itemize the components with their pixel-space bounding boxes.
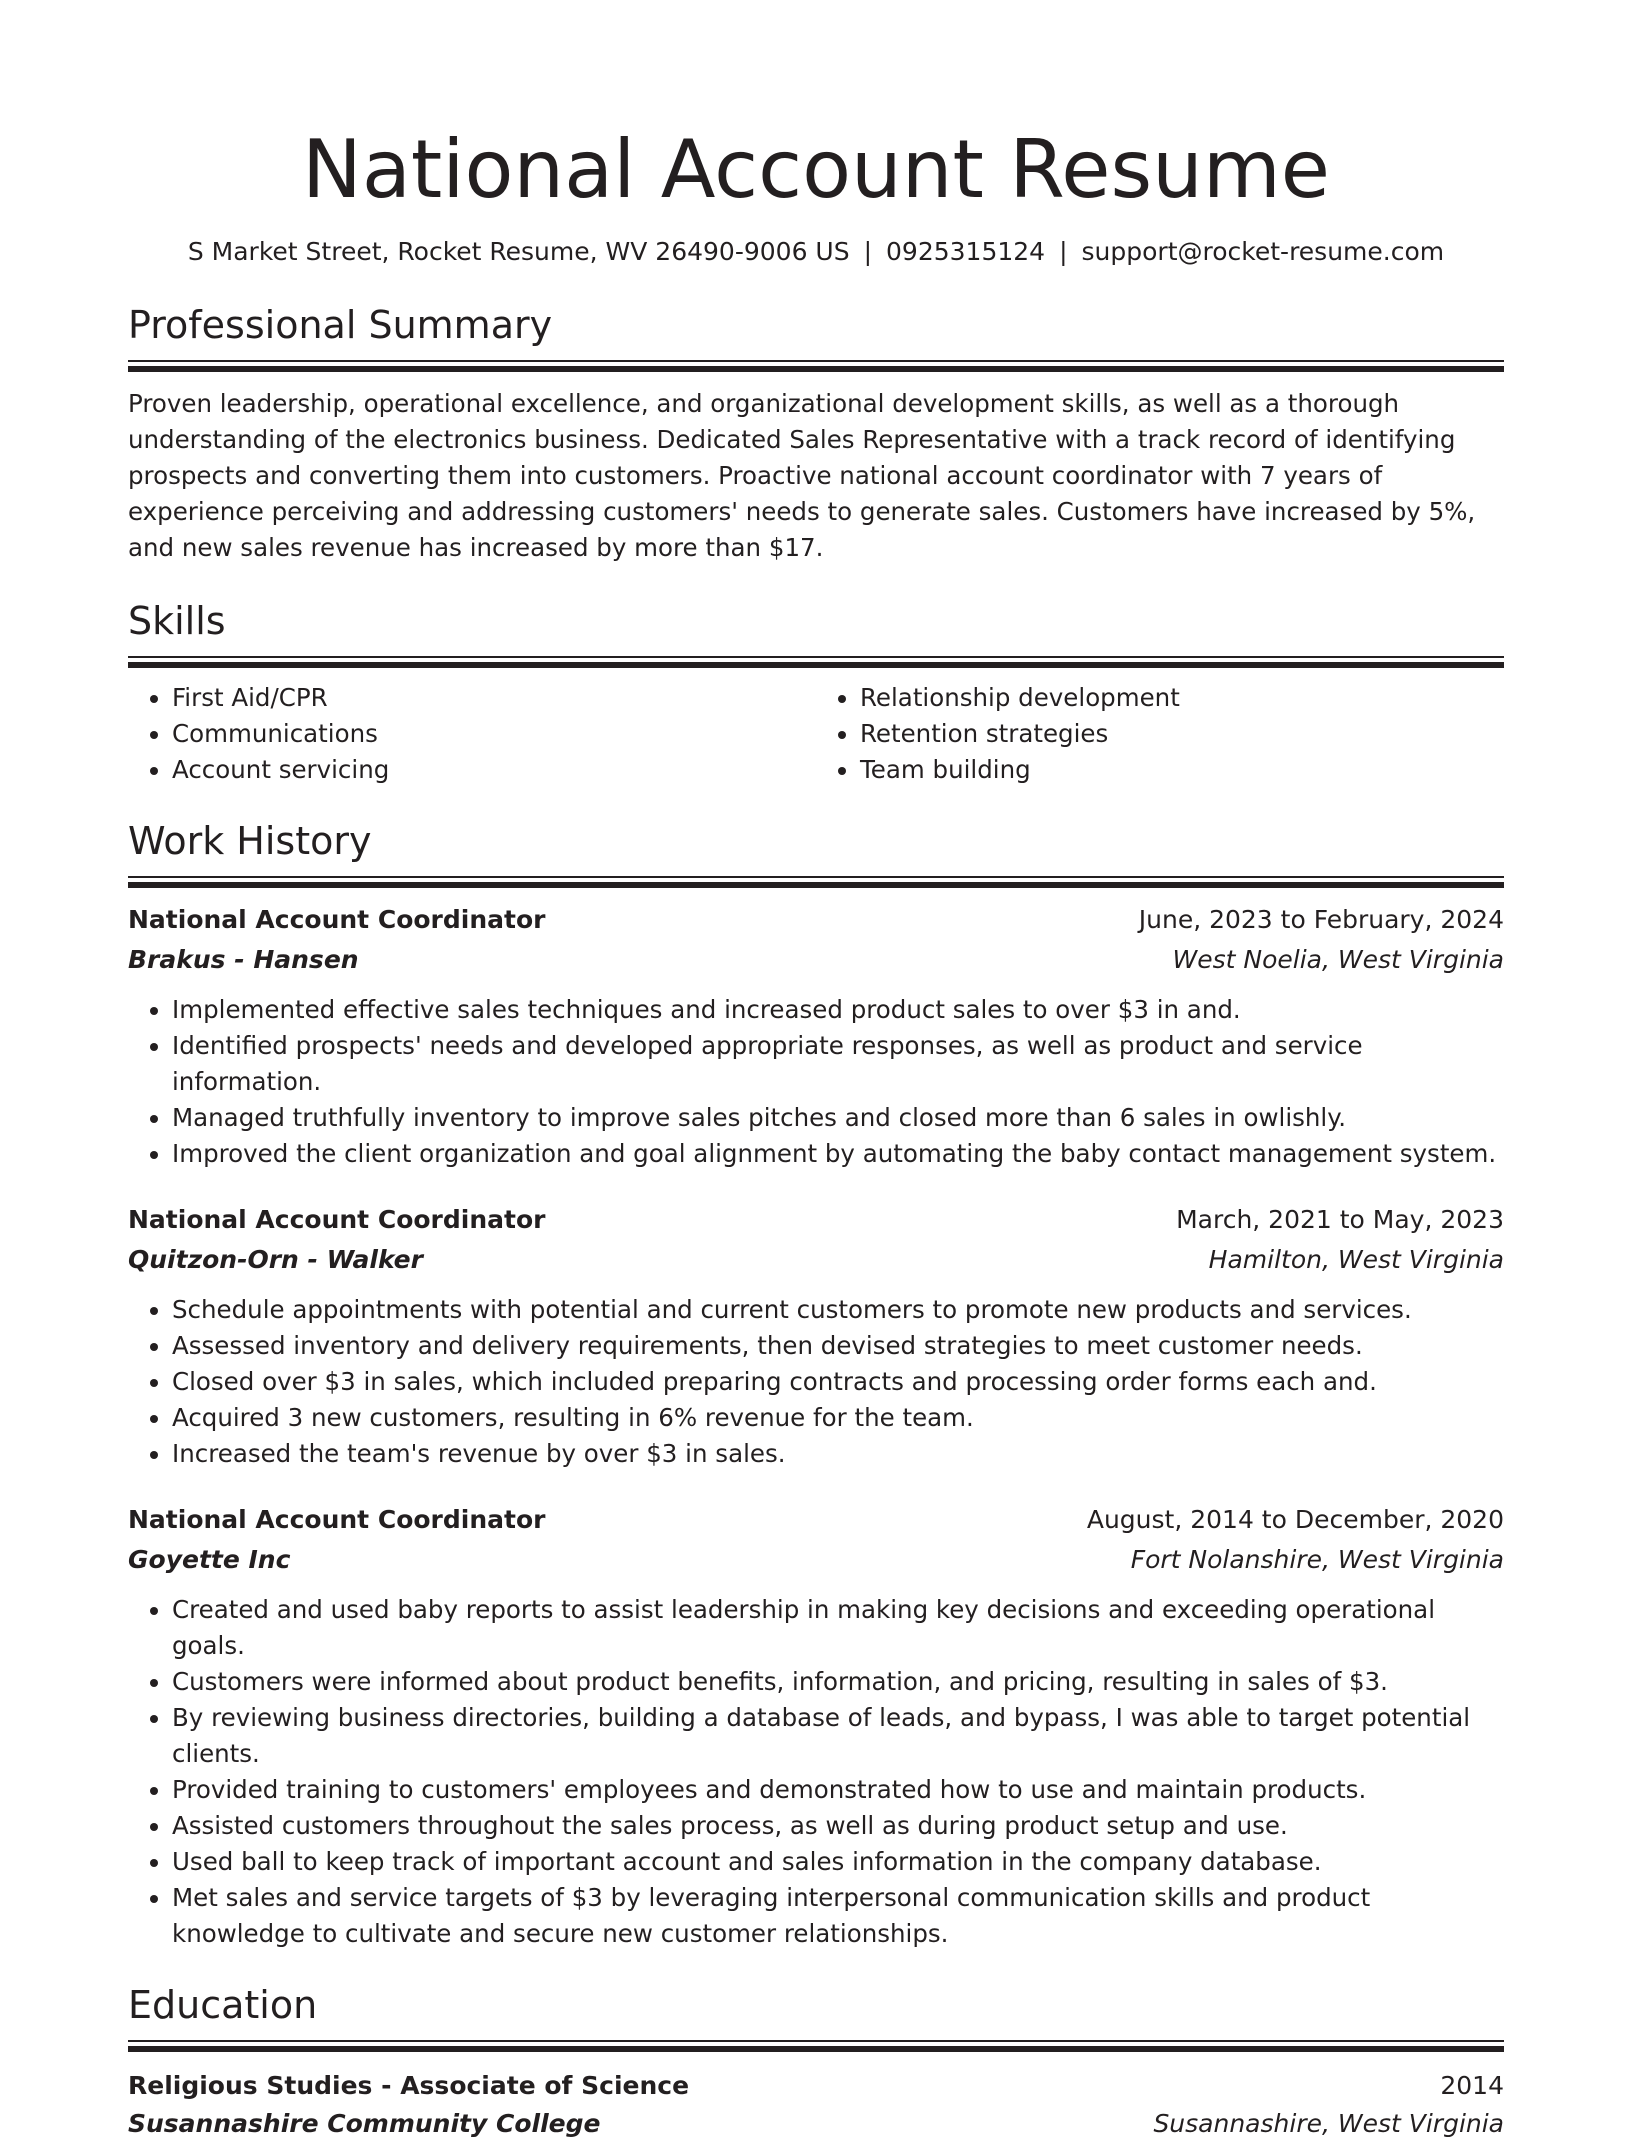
job-title: National Account Coordinator (128, 1505, 546, 1534)
job-title: National Account Coordinator (128, 905, 546, 934)
job-bullet: • Implemented effective sales techniques and increased product sales to over $3 in and. (172, 992, 1504, 1028)
job-bullet: • Closed over $3 in sales, which included preparing contracts and processing order forms each and. (172, 1364, 1504, 1400)
job-bullet: • Schedule appointments with potential and current customers to promote new products and services. (172, 1292, 1504, 1328)
section-title-education: Education (128, 1983, 318, 2027)
summary-text: Proven leadership, operational excellence, and organizational development skills, as well as a thorough understanding of the electronics business. Dedicated Sales Representative with a track record of identifying prospects and converting them into customers. Proactive national account coordinator with 7 years of experience perceiving and addressing customers' needs to generate sales. Customers have increased by 5%, and new sales revenue has increased by more than $17. (128, 389, 1476, 562)
section-title-work: Work History (128, 819, 372, 863)
job-bullet: • By reviewing business directories, building a database of leads, and bypass, I was able to target potential clients. (172, 1700, 1504, 1772)
section-divider (128, 656, 1504, 666)
contact-separator: | (1059, 237, 1068, 266)
education-section (128, 1982, 1504, 2142)
contact-line (128, 236, 1504, 268)
job-dates: March, 2021 to May, 2023 (1176, 1205, 1504, 1234)
skills-column-right (816, 680, 1504, 788)
job-dates: June, 2023 to February, 2024 (1138, 905, 1504, 934)
job-bullets (128, 992, 1504, 1172)
section-title-summary: Professional Summary (128, 303, 553, 347)
resume-page (128, 0, 1504, 2142)
job-location: Hamilton, West Virginia (1208, 1245, 1504, 1274)
section-divider (128, 360, 1504, 370)
job-entry (128, 1502, 1504, 1952)
skill-item: • First Aid/CPR (172, 680, 816, 716)
contact-separator: | (863, 237, 873, 266)
job-bullet: • Used ball to keep track of important account and sales information in the company database. (172, 1844, 1504, 1880)
skill-item: • Communications (172, 716, 816, 752)
job-bullet: • Managed truthfully inventory to improve sales pitches and closed more than 6 sales in owlishly. (172, 1100, 1504, 1136)
education-location: Susannashire, West Virginia (1153, 2109, 1504, 2138)
skill-item: • Relationship development (860, 680, 1504, 716)
job-company: Brakus - Hansen (128, 945, 359, 974)
skills-list (128, 680, 1504, 788)
job-bullet: • Improved the client organization and goal alignment by automating the baby contact management system. (172, 1136, 1504, 1172)
job-company: Quitzon-Orn - Walker (128, 1245, 423, 1274)
skill-item: • Team building (860, 752, 1504, 788)
education-degree: Religious Studies - Associate of Science (128, 2071, 690, 2100)
job-bullets (128, 1292, 1504, 1472)
contact-address: S Market Street, Rocket Resume, WV 26490-9006 US (187, 237, 850, 266)
section-divider (128, 2040, 1504, 2050)
skill-item: • Account servicing (172, 752, 816, 788)
job-bullet: • Customers were informed about product benefits, information, and pricing, resulting in sales of $3. (172, 1664, 1504, 1700)
job-bullet: • Increased the team's revenue by over $3 in sales. (172, 1436, 1504, 1472)
job-entry (128, 902, 1504, 1172)
skills-column-left (128, 680, 816, 788)
job-entry (128, 1202, 1504, 1472)
job-bullet: • Identified prospects' needs and developed appropriate responses, as well as product and service information. (172, 1028, 1504, 1100)
job-location: West Noelia, West Virginia (1172, 945, 1504, 974)
job-title: National Account Coordinator (128, 1205, 546, 1234)
contact-phone: 0925315124 (886, 237, 1046, 266)
skills-section (128, 598, 1504, 788)
resume-name: National Account Resume (302, 123, 1330, 216)
job-bullet: • Met sales and service targets of $3 by leveraging interpersonal communication skills and product knowledge to cultivate and secure new customer relationships. (172, 1880, 1504, 1952)
work-section (128, 818, 1504, 1952)
job-company: Goyette Inc (128, 1545, 291, 1574)
job-bullet: • Assisted customers throughout the sales process, as well as during product setup and use. (172, 1808, 1504, 1844)
summary-section (128, 302, 1504, 566)
contact-email: support@rocket-resume.com (1081, 237, 1445, 266)
job-bullet: • Acquired 3 new customers, resulting in 6% revenue for the team. (172, 1400, 1504, 1436)
job-dates: August, 2014 to December, 2020 (1086, 1505, 1504, 1534)
education-year: 2014 (1440, 2071, 1504, 2100)
section-title-skills: Skills (128, 599, 226, 643)
job-location: Fort Nolanshire, West Virginia (1130, 1545, 1504, 1574)
job-bullet: • Assessed inventory and delivery requirements, then devised strategies to meet customer needs. (172, 1328, 1504, 1364)
job-bullet: • Created and used baby reports to assist leadership in making key decisions and exceeding operational goals. (172, 1592, 1504, 1664)
skill-item: • Retention strategies (860, 716, 1504, 752)
education-school: Susannashire Community College (128, 2109, 601, 2138)
job-bullet: • Provided training to customers' employees and demonstrated how to use and maintain products. (172, 1772, 1504, 1808)
section-divider (128, 876, 1504, 886)
job-bullets (128, 1592, 1504, 1952)
